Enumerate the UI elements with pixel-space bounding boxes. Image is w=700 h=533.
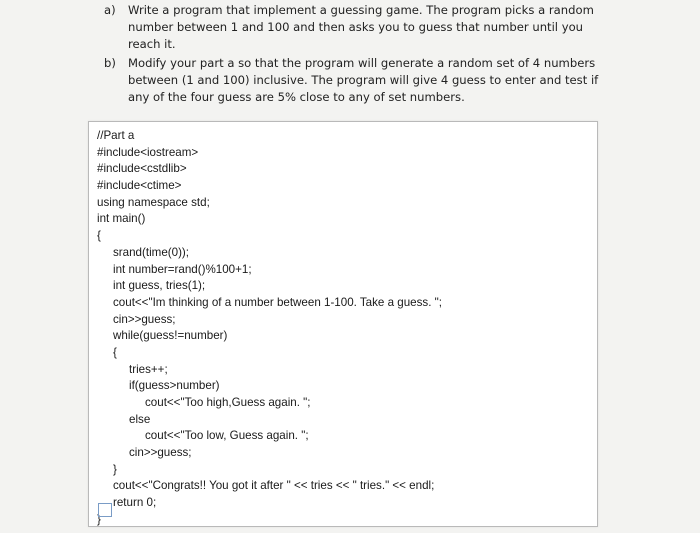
code-line: using namespace std;: [97, 195, 210, 209]
code-line: {: [113, 345, 117, 359]
code-line: cout<<"Too high,Guess again. ";: [145, 396, 311, 409]
code-line: while(guess!=number): [113, 329, 228, 343]
question-text: [104, 2, 604, 108]
code-line: int main(): [97, 212, 146, 226]
code-line: #include<iostream>: [97, 145, 199, 159]
question-body: Modify your part a so that the program will generate a random set of 4 numbers between (1 and 100) inclusive. The program will give 4 guess to enter and test if any of the four guess are 5% close to any of set numbers.: [128, 56, 599, 104]
code-box: [88, 121, 598, 527]
code-line: int number=rand()%100+1;: [113, 262, 252, 276]
code-line: }: [113, 462, 117, 476]
code-line: #include<ctime>: [97, 179, 182, 193]
code-line: }: [97, 512, 101, 526]
code-line: int guess, tries(1);: [113, 279, 206, 293]
question-body: Write a program that implement a guessing game. The program picks a random number between 1 and 100 and then asks you to guess that number until you reach it.: [128, 3, 594, 51]
code-line: tries++;: [129, 362, 168, 376]
code-line: cout<<"Congrats!! You got it after " << tries << " tries." << endl;: [113, 479, 435, 493]
code-line: //Part a: [97, 129, 135, 142]
code-line: srand(time(0));: [113, 245, 190, 259]
code-line: cin>>guess;: [129, 446, 192, 460]
code-line: cout<<"Im thinking of a number between 1-100. Take a guess. ";: [113, 295, 442, 309]
code-listing: [97, 128, 593, 529]
question-b: [104, 55, 604, 106]
code-line: {: [97, 229, 101, 243]
text-cursor-box: [98, 503, 112, 517]
code-line: return 0;: [113, 496, 157, 510]
code-line: else: [129, 412, 151, 426]
code-line: if(guess>number): [129, 379, 220, 393]
code-line: cout<<"Too low, Guess again. ";: [145, 429, 309, 443]
code-line: cin>>guess;: [113, 312, 176, 326]
code-line: #include<cstdlib>: [97, 162, 187, 176]
question-a: [104, 2, 604, 53]
question-label: b): [104, 56, 116, 70]
question-label: a): [104, 3, 116, 17]
